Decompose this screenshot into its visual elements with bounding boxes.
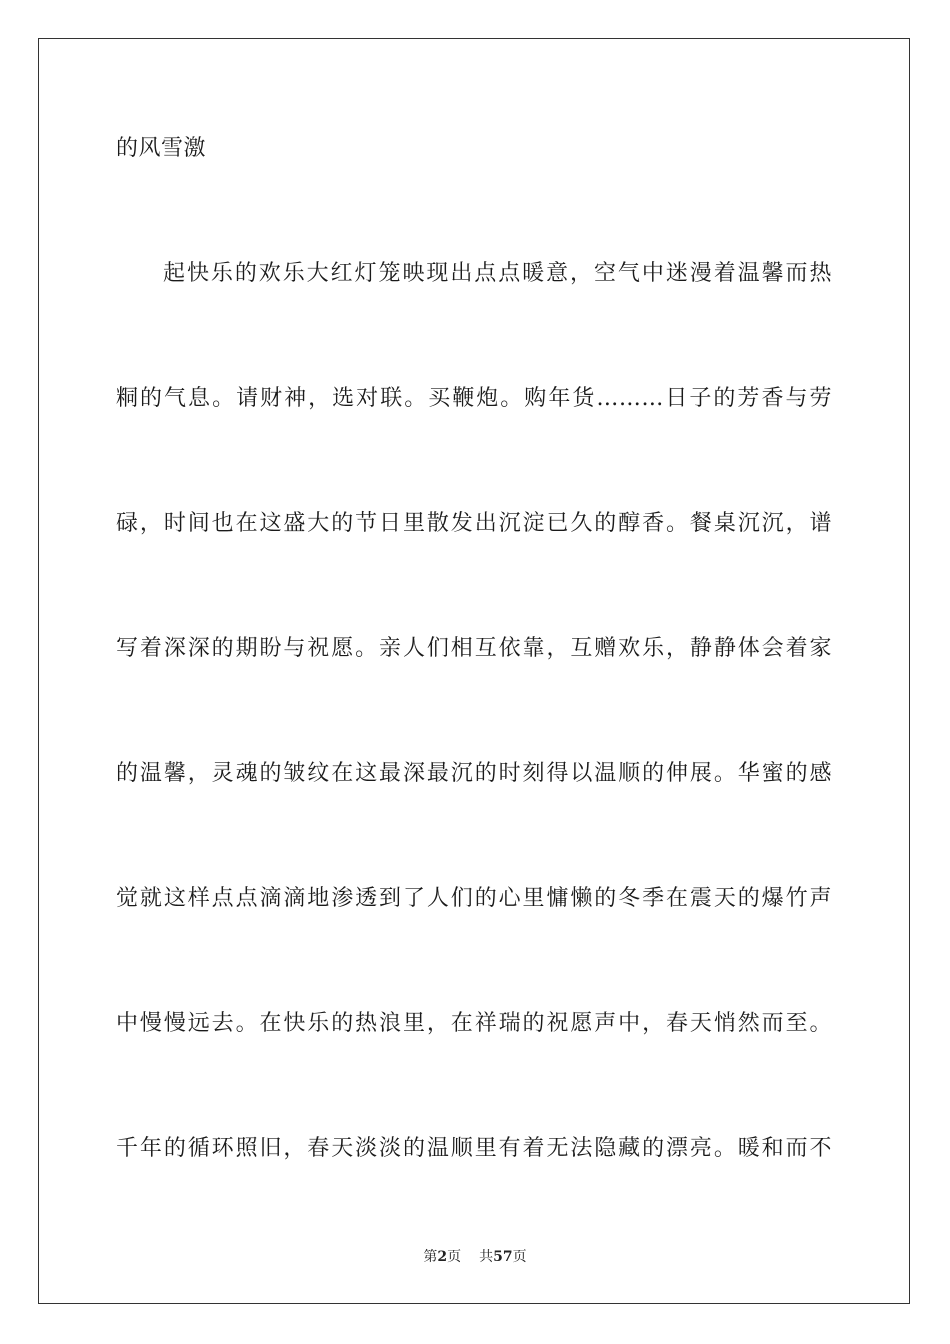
text-line-7: 觉就这样点点滴滴地渗透到了人们的心里慵懒的冬季在震天的爆竹声 bbox=[116, 886, 832, 911]
text-line-6: 的温馨，灵魂的皱纹在这最深最沉的时刻得以温顺的伸展。华蜜的感 bbox=[116, 761, 832, 786]
text-line-5: 写着深深的期盼与祝愿。亲人们相互依靠，互赠欢乐，静静体会着家 bbox=[116, 636, 832, 661]
page-number: 2 bbox=[437, 1249, 448, 1265]
page-border bbox=[38, 38, 910, 1304]
total-pages: 57 bbox=[493, 1249, 513, 1265]
text-line-9: 千年的循环照旧，春天淡淡的温顺里有着无法隐藏的漂亮。暖和而不 bbox=[116, 1136, 832, 1161]
text-line-2: 起快乐的欢乐大红灯笼映现出点点暖意，空气中迷漫着温馨而热 bbox=[163, 261, 832, 286]
text-line-3: 粡的气息。请财神，选对联。买鞭炮。购年货………日子的芳香与劳 bbox=[116, 386, 832, 411]
page-prefix: 第 bbox=[423, 1249, 438, 1265]
text-line-1: 的风雪激 bbox=[116, 136, 207, 161]
page-footer bbox=[0, 1246, 950, 1266]
page-suffix: 页 bbox=[447, 1249, 462, 1265]
text-line-8: 中慢慢远去。在快乐的热浪里，在祥瑞的祝愿声中，春天悄然而至。 bbox=[116, 1011, 832, 1036]
total-prefix: 共 bbox=[479, 1249, 494, 1265]
text-line-4: 碌，时间也在这盛大的节日里散发出沉淀已久的醇香。餐桌沉沉，谱 bbox=[116, 511, 832, 536]
total-suffix: 页 bbox=[512, 1249, 527, 1265]
